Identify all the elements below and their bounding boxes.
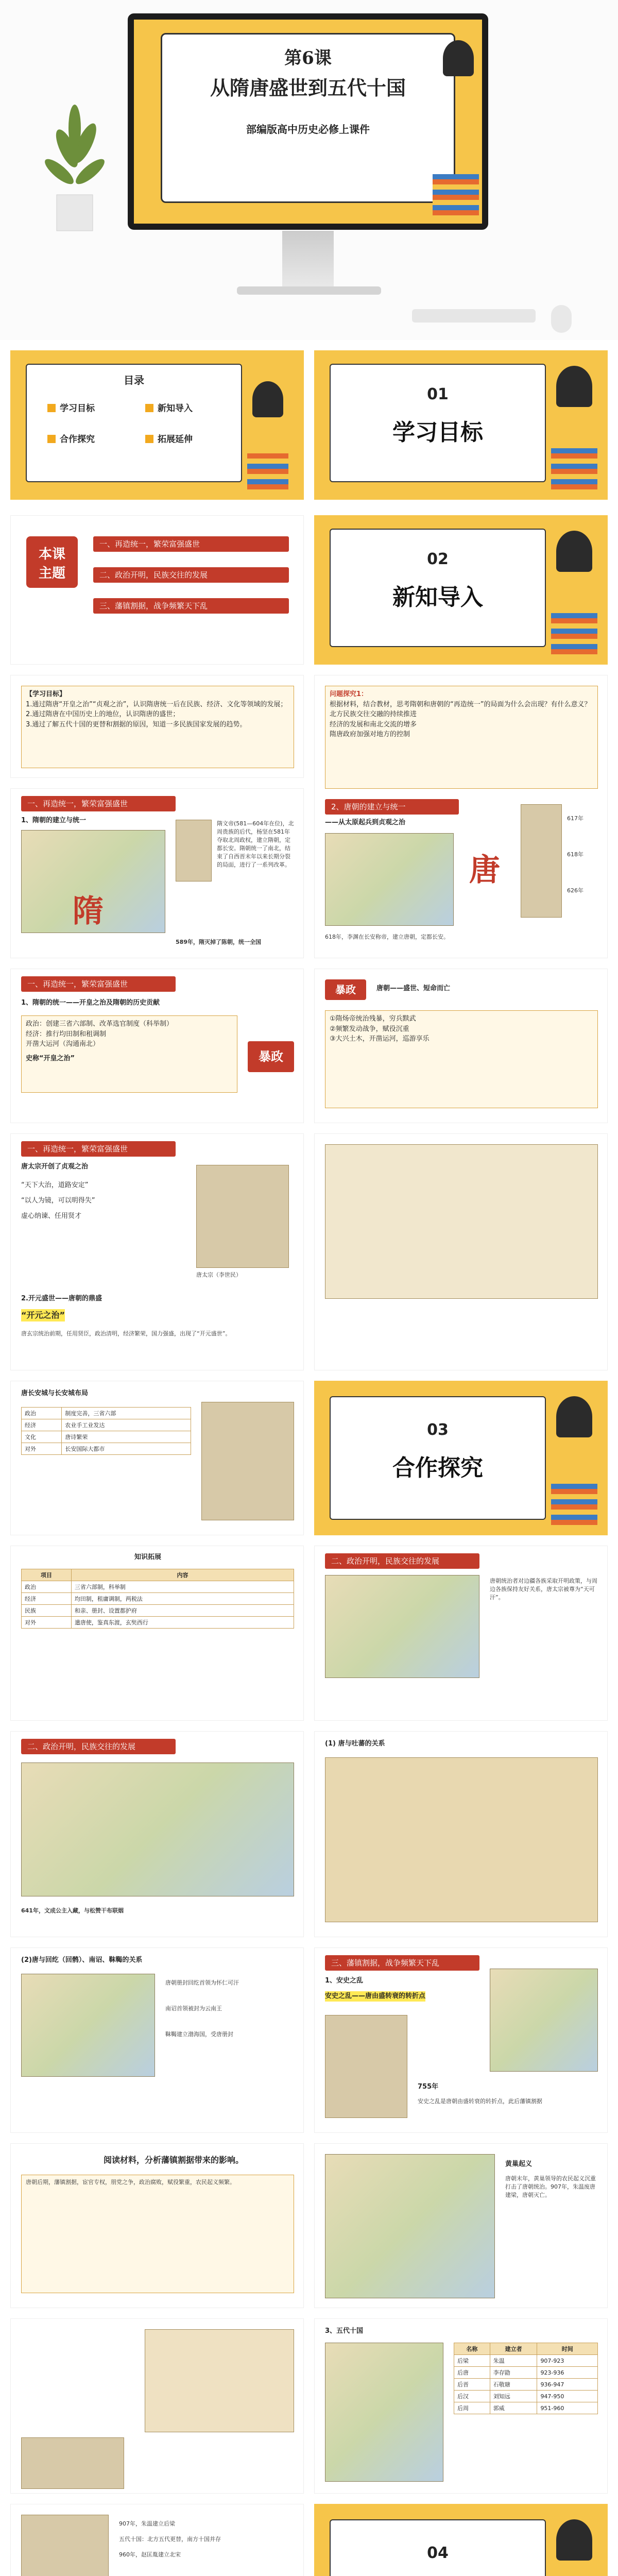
section-number: 03 xyxy=(427,1421,449,1439)
slide-title: 一、再造统一，繁荣富强盛世 xyxy=(21,796,176,811)
tang-territory-map xyxy=(21,1762,294,1896)
anshi-map xyxy=(490,1969,598,2072)
answer-line: 隋唐政府加强对地方的控制 xyxy=(330,731,410,738)
knowledge-table xyxy=(21,1569,294,1629)
slide-section-02 xyxy=(314,515,608,665)
slide-toc xyxy=(10,350,304,500)
wudai-map xyxy=(325,2343,443,2482)
point-line: 虚心纳谏、任用贤才 xyxy=(21,1212,82,1220)
table-cell: 民族 xyxy=(22,1605,72,1617)
book-stack-icon xyxy=(551,448,597,489)
painting xyxy=(325,1757,598,1922)
table-row xyxy=(22,1593,294,1605)
table-cell: 郭威 xyxy=(490,2402,537,2414)
table-cell: 政治 xyxy=(22,1581,72,1593)
toc-item-2[interactable] xyxy=(145,401,193,414)
table-cell: 唐诗繁荣 xyxy=(62,1431,191,1443)
dynasty-char: 隋 xyxy=(73,893,104,929)
table-header: 建立者 xyxy=(490,2343,537,2355)
table-cell: 文化 xyxy=(22,1431,62,1443)
toc-item-label: 合作探究 xyxy=(60,434,95,445)
table-cell: 刘知远 xyxy=(490,2391,537,2402)
book-stack-icon xyxy=(433,174,479,215)
table-row xyxy=(22,1581,294,1593)
slide-yugong xyxy=(10,2143,304,2308)
section-card xyxy=(330,364,546,482)
table-cell: 923-936 xyxy=(537,2367,598,2379)
portrait xyxy=(21,2515,109,2576)
portrait xyxy=(325,2015,407,2118)
caption: 黄巢起义 xyxy=(505,2160,533,2168)
section-number: 04 xyxy=(427,2544,449,2562)
monitor xyxy=(128,13,488,230)
table-header: 项目 xyxy=(22,1569,72,1581)
lesson-subtitle: 部编版高中历史必修上课件 xyxy=(246,123,370,135)
slide-subtitle: 1、隋朝的统一——开皇之治及隋朝的历史贡献 xyxy=(21,999,160,1007)
minzu-map xyxy=(21,1974,155,2077)
hero-mockup xyxy=(0,0,618,340)
rule-line: ①隋炀帝统治残暴，穷兵黩武 xyxy=(330,1015,416,1023)
toc-item-label: 新知导入 xyxy=(158,403,193,414)
year-label: 617年 xyxy=(567,815,583,822)
table-cell: 经济 xyxy=(22,1593,72,1605)
keyboard-icon xyxy=(412,309,536,323)
slide-section-04 xyxy=(314,2504,608,2576)
theme-badge xyxy=(26,536,78,588)
square-icon xyxy=(145,435,153,443)
table-cell: 对外 xyxy=(22,1443,62,1455)
emperor-portrait xyxy=(176,820,212,882)
section-title: 新知导入 xyxy=(392,585,483,610)
goal-line: 3.通过了解五代十国的更替和割据的原因，知道一多民族国家发展的趋势。 xyxy=(26,720,247,728)
illustration-panel xyxy=(325,1144,598,1299)
huangchao-text: 唐朝末年，黄巢领导的农民起义沉重打击了唐朝统治。907年，朱温废唐建梁，唐朝灭亡。 xyxy=(505,2175,596,2198)
slide-subtitle: 1、安史之乱 xyxy=(325,1977,364,1985)
table-cell: 石敬瑭 xyxy=(490,2379,537,2391)
table-row xyxy=(454,2355,598,2367)
section-card xyxy=(330,2519,546,2576)
slide-compare xyxy=(10,1381,304,1535)
table-row xyxy=(454,2402,598,2414)
title-card xyxy=(161,33,455,203)
toc-item-label: 学习目标 xyxy=(60,403,95,414)
slide-yuanyang xyxy=(314,1133,608,1370)
table-cell: 朱温 xyxy=(490,2355,537,2367)
book-stack-icon xyxy=(551,613,597,654)
toc-heading: 目录 xyxy=(124,374,144,386)
emperor-portrait xyxy=(196,1165,289,1268)
policy-box xyxy=(21,1015,237,1093)
table-row xyxy=(454,2391,598,2402)
tang-note: 618年，李渊在长安称帝，建立唐朝，定都长安。 xyxy=(325,934,449,940)
table-cell: 三省六部制，科举制 xyxy=(71,1581,294,1593)
toc-item-1[interactable] xyxy=(47,401,95,414)
table-cell: 907-923 xyxy=(537,2355,598,2367)
toc-card xyxy=(26,364,242,482)
minzu-line: 唐朝册封回纥首领为怀仁可汗 xyxy=(165,1979,239,1986)
theme-point-3: 三、藩镇割据，战争频繁天下乱 xyxy=(93,598,289,614)
square-icon xyxy=(145,404,153,412)
slide-song xyxy=(10,2504,304,2576)
table-cell: 后汉 xyxy=(454,2391,490,2402)
toc-item-3[interactable] xyxy=(47,432,95,445)
table-row xyxy=(454,2379,598,2391)
kaiyuan-desc: 唐玄宗统治前期，任用贤臣，政治清明，经济繁荣，国力强盛，出现了“开元盛世”。 xyxy=(21,1330,231,1337)
section-number: 01 xyxy=(427,385,449,403)
table-header: 名称 xyxy=(454,2343,490,2355)
policy-item: 政治：创建三省六部制、改革选官制度（科举制） xyxy=(26,1020,174,1028)
table-cell: 后梁 xyxy=(454,2355,490,2367)
minzu-line: 靺鞨建立渤海国，受唐册封 xyxy=(165,2031,233,2038)
minzu-line: 南诏首领被封为云南王 xyxy=(165,2005,222,2012)
slide-title: 一、再造统一，繁荣富强盛世 xyxy=(21,1141,176,1157)
dynasty-char: 唐 xyxy=(469,852,500,888)
slide-fanzhen xyxy=(314,1947,608,2133)
yugong-box xyxy=(21,2175,294,2293)
rule-box xyxy=(325,1010,598,1108)
theme-point-1: 一、再造统一，繁荣富强盛世 xyxy=(93,536,289,552)
student-illustration xyxy=(252,381,283,417)
table-row xyxy=(22,1617,294,1629)
monitor-base xyxy=(237,286,381,295)
slide-section-03 xyxy=(314,1381,608,1535)
slide-title: 唐朝——盛世、短命而亡 xyxy=(376,985,451,992)
slide-wudai xyxy=(314,2318,608,2494)
slide-title: 二、政治开明，民族交往的发展 xyxy=(21,1739,176,1754)
wudai-table xyxy=(454,2343,598,2414)
year-label: 755年 xyxy=(418,2083,439,2091)
section-card xyxy=(330,1396,546,1520)
table-cell: 李存勖 xyxy=(490,2367,537,2379)
section-number: 02 xyxy=(427,550,449,568)
slide-sui xyxy=(10,788,304,958)
table-cell: 947-950 xyxy=(537,2391,598,2402)
tang-map xyxy=(325,833,454,926)
slide-tubo xyxy=(314,1731,608,1937)
point-line: “天下大治，道路安定” xyxy=(21,1181,89,1189)
table-header-row xyxy=(22,1569,294,1581)
table-cell: 936-947 xyxy=(537,2379,598,2391)
student-illustration xyxy=(556,366,592,407)
square-icon xyxy=(47,404,56,412)
question-label: 问题探究1： xyxy=(330,690,368,698)
fanzhen-red: 安史之乱——唐由盛转衰的转折点 xyxy=(325,1991,425,2002)
table-cell: 均田制，租庸调制，两税法 xyxy=(71,1593,294,1605)
goal-line: 1.通过隋唐“开皇之治”“贞观之治”，认识隋唐统一后在民族、经济、文化等领域的发展； xyxy=(26,700,287,708)
table-cell: 后晋 xyxy=(454,2379,490,2391)
policy-item: 经济：推行均田制和租调制 xyxy=(26,1030,107,1038)
table-row xyxy=(22,1431,191,1443)
slide-section-01 xyxy=(314,350,608,500)
slide-title: 二、政治开明，民族交往的发展 xyxy=(325,1553,479,1569)
mouse-icon xyxy=(551,305,572,333)
slide-city xyxy=(314,1546,608,1721)
point-line: “以人为镜，可以明得失” xyxy=(21,1197,95,1205)
plant-illustration xyxy=(36,87,113,236)
table-row xyxy=(22,1443,191,1455)
table-header: 内容 xyxy=(71,1569,294,1581)
theme-badge-line: 本课 xyxy=(38,547,65,562)
table-cell: 制度完善，三省六部 xyxy=(62,1408,191,1419)
table-cell: 农业手工业发达 xyxy=(62,1419,191,1431)
square-icon xyxy=(47,435,56,443)
slide-subtitle: ——从太原起兵到贞观之治 xyxy=(325,819,406,826)
table-row xyxy=(454,2367,598,2379)
section-title: 合作探究 xyxy=(392,1455,483,1481)
table-cell: 后周 xyxy=(454,2402,490,2414)
section-title: 学习目标 xyxy=(392,420,483,445)
slide-subtitle: (1) 唐与吐蕃的关系 xyxy=(325,1740,385,1748)
slide-title: 阅读材料，分析藩镇割据带来的影响。 xyxy=(104,2155,244,2165)
table-row xyxy=(22,1419,191,1431)
slide-title: 一、再造统一，繁荣富强盛世 xyxy=(21,976,176,992)
toc-item-4[interactable] xyxy=(145,432,193,445)
slide-title: 唐长安城与长安城布局 xyxy=(21,1389,89,1397)
slide-tang-rule xyxy=(314,969,608,1123)
rule-line: ②频繁发动战争，赋役沉重 xyxy=(330,1025,409,1033)
song-line: 907年，朱温建立后梁 xyxy=(119,2520,175,2527)
sui-question-box xyxy=(325,686,598,789)
theme-badge-line: 主题 xyxy=(38,566,65,581)
emperor-portrait xyxy=(521,804,562,918)
table-cell: 951-960 xyxy=(537,2402,598,2414)
table-header-row xyxy=(454,2343,598,2355)
huangchao-map xyxy=(325,2154,495,2298)
goals-box xyxy=(21,686,294,768)
slide-sui-policy xyxy=(10,969,304,1123)
monitor-stand xyxy=(282,231,334,287)
table-row xyxy=(22,1605,294,1617)
answer-line: 经济的发展和南北交流的增多 xyxy=(330,720,417,728)
year-label: 626年 xyxy=(567,887,583,894)
goal-line: 2.通过隋唐在中国历史上的地位，认识隋唐的盛世； xyxy=(26,710,180,718)
lesson-title: 从隋唐盛世到五代十国 xyxy=(210,76,406,99)
sui-note: 589年，隋灭掉了陈朝，统一全国 xyxy=(176,939,261,945)
city-text: 唐朝统治者对边疆各族采取开明政策，与周边各族保持友好关系，唐太宗被尊为“天可汗”。 xyxy=(490,1578,597,1601)
portrait xyxy=(21,2437,124,2489)
kaiyuan-sub: 2.开元盛世——唐朝的鼎盛 xyxy=(21,1295,102,1302)
student-illustration xyxy=(443,40,474,76)
answer-line: 北方民族交往交融的持续推进 xyxy=(330,710,417,718)
slide-goals xyxy=(10,675,304,778)
tag-badge: 暴政 xyxy=(325,979,366,1000)
student-illustration xyxy=(556,1396,592,1437)
portrait-caption: 唐太宗（李世民） xyxy=(196,1272,242,1278)
slide-title: 三、藩镇割据，战争频繁天下乱 xyxy=(325,1955,479,1971)
slide-title: (2)唐与回纥（回鹘）、南诏、靺鞨的关系 xyxy=(21,1956,143,1964)
relations-note: 641年，文成公主入藏，与松赞干布联姻 xyxy=(21,1907,124,1914)
yugong-text: 唐朝后期，藩镇割据，宦官专权，朋党之争，政治腐败，赋役繁重，农民起义频繁。 xyxy=(26,2179,235,2185)
slide-subtitle: 1、隋朝的建立与统一 xyxy=(21,817,87,824)
slide-emperors xyxy=(10,1133,304,1370)
tag-badge: 暴政 xyxy=(248,1041,294,1072)
question-text: 根据材料，结合教材，思考隋朝和唐朝的“再造统一”的局面为什么会出现？有什么意义？ xyxy=(330,700,591,708)
sui-desc: 隋文帝(581—604年在位)，北周贵族的后代，杨坚在581年夺取北周政权，建立隋朝，定都长安。隋朝统一了南北，结束了自西晋末年以来长期分裂的局面，进行了一系列改革。 xyxy=(217,820,294,868)
slide-title: 2、唐朝的建立与统一 xyxy=(325,799,459,815)
illustration-panel xyxy=(145,2329,294,2432)
book-stack-icon xyxy=(551,1484,597,1525)
table-cell: 政治 xyxy=(22,1408,62,1419)
monitor-screen xyxy=(134,20,482,224)
theme-point-2: 二、政治开明，民族交往的发展 xyxy=(93,567,289,583)
slide-theme xyxy=(10,515,304,665)
book-stack-icon xyxy=(247,453,288,489)
song-line: 960年，赵匡胤建立北宋 xyxy=(119,2551,181,2558)
compare-table xyxy=(21,1407,191,1455)
slide-huangchao xyxy=(314,2143,608,2308)
slide-relations xyxy=(10,1731,304,1937)
year-label: 618年 xyxy=(567,851,583,858)
portrait-group xyxy=(201,1402,294,1520)
student-illustration xyxy=(556,531,592,572)
slide-tang xyxy=(314,675,608,958)
slide-minzu xyxy=(10,1947,304,2133)
slide-knowledge xyxy=(10,1546,304,1721)
kaiyuan-red: “开元之治” xyxy=(21,1309,65,1321)
song-line: 五代十国：北方五代更替，南方十国并存 xyxy=(119,2536,221,2543)
table-cell: 后唐 xyxy=(454,2367,490,2379)
slide-title: 知识拓展 xyxy=(134,1553,162,1561)
toc-item-label: 拓展延伸 xyxy=(158,434,193,445)
slide-subtitle: 唐太宗开创了贞观之治 xyxy=(21,1163,89,1171)
table-cell: 遣唐使，鉴真东渡，玄奘西行 xyxy=(71,1617,294,1629)
table-cell: 经济 xyxy=(22,1419,62,1431)
table-cell: 长安国际大都市 xyxy=(62,1443,191,1455)
rule-line: ③大兴土木，开凿运河，巡游享乐 xyxy=(330,1035,430,1043)
slide-wudai-left xyxy=(10,2318,304,2494)
section-card xyxy=(330,529,546,647)
table-header: 时间 xyxy=(537,2343,598,2355)
table-cell: 和亲、册封、设置都护府 xyxy=(71,1605,294,1617)
student-illustration xyxy=(556,2519,592,2561)
table-row xyxy=(22,1408,191,1419)
policy-red: 史称“开皇之治” xyxy=(26,1054,75,1062)
changan-map xyxy=(325,1575,479,1678)
lesson-label: 第6课 xyxy=(284,48,332,69)
policy-item: 开凿大运河（沟通南北） xyxy=(26,1040,100,1048)
section-title xyxy=(331,2572,545,2576)
slide-title: 3、五代十国 xyxy=(325,2327,364,2335)
goals-label: 【学习目标】 xyxy=(26,690,66,698)
fanzhen-line: 安史之乱是唐朝由盛转衰的转折点，此后藩镇割据 xyxy=(418,2098,542,2105)
table-cell: 对外 xyxy=(22,1617,72,1629)
